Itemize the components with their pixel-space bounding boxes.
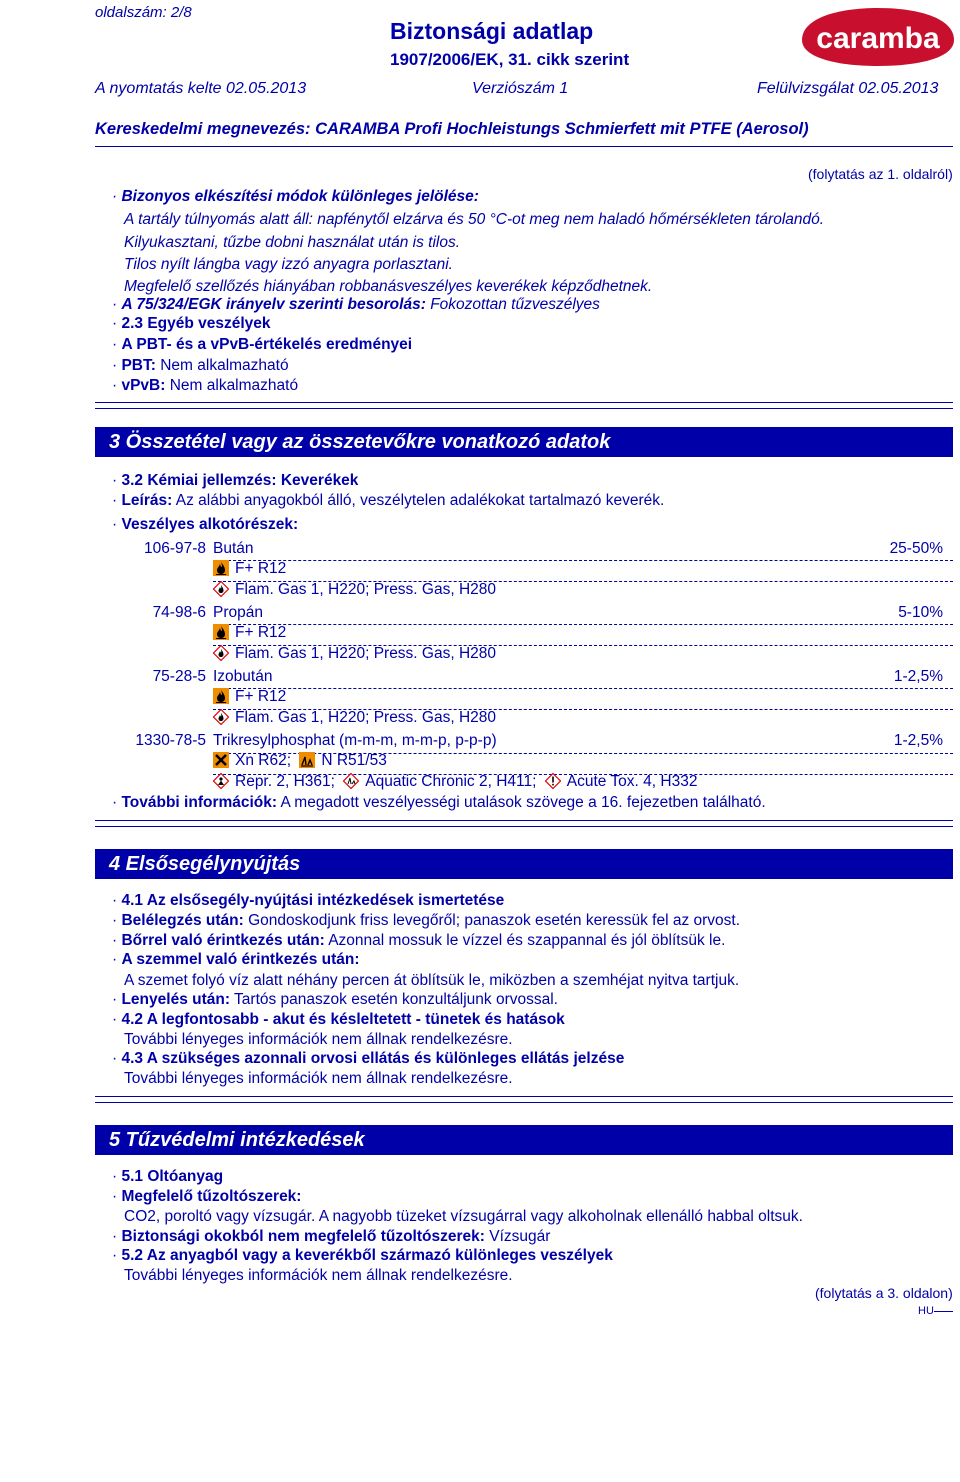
section4-end-rule-2 [95,1102,953,1103]
continued-from: (folytatás az 1. oldalról) [808,166,953,182]
clp-classification-text: Flam. Gas 1, H220; Press. Gas, H280 [235,709,497,726]
further-info-value: A megadott veszélyességi utalások szövege a 16. fejezetben található. [280,794,766,811]
footer-rule [934,1311,953,1312]
section-3-header [95,427,953,457]
component-percentage: 1-2,5% [893,732,943,749]
flammable-ghs-icon [213,645,229,661]
component-name: Propán [213,604,263,621]
component-cas: 106-97-8 [143,540,206,557]
directive-label: · A 75/324/EGK irányelv szerinti besorolás: [112,296,426,313]
acute-classification: Acute Tox. 4, H332 [566,773,698,790]
component-percentage: 25-50% [889,540,943,557]
clp-classification [213,581,496,599]
revision-date: Felülvizsgálat 02.05.2013 [757,80,939,97]
unsuitable-media-value: Vízsugár [489,1228,551,1245]
special-hazards-heading: · 5.2 Az anyagból vagy a keverékből származó különleges veszélyek [112,1247,613,1265]
tcp-classification-dsd [213,752,387,770]
inhalation-value: Gondoskodjunk friss levegőről; panaszok esetén keressük fel az orvost. [248,912,741,929]
n-classification: N R51/53 [321,752,387,769]
vpvb-label: · vPvB: [112,377,165,394]
component-cas: 75-28-5 [152,668,206,685]
pbt-label: · PBT: [112,357,156,374]
pbt-row [112,357,289,375]
further-info-label: · További információk: [112,794,277,811]
component-name: Bután [213,540,254,557]
environment-icon [343,773,359,789]
dsd-classification-text: F+ R12 [235,688,287,705]
xn-classification: Xn R62; [235,752,292,769]
repr-classification: Repr. 2, H361; [235,773,335,790]
hazardous-components-label: · Veszélyes alkotórészek: [112,516,298,534]
marking-line-3: Tilos nyílt lángba vagy izzó anyagra porlasztani. [124,256,453,273]
pbt-value: Nem alkalmazható [160,357,289,374]
suitable-media-label: · Megfelelő tűzoltószerek: [112,1188,301,1206]
description-value: Az alábbi anyagokból álló, veszélytelen adalékokat tartalmazó keverék. [175,492,665,509]
trade-name: Kereskedelmi megnevezés: CARAMBA Profi Hochleistungs Schmierfett mit PTFE (Aerosol) [95,120,809,138]
section-4-header [95,849,953,879]
section4-end-rule [95,1096,953,1097]
chemical-characterization: · 3.2 Kémiai jellemzés: Keverékek [112,472,358,490]
dsd-classification [213,688,286,706]
component-percentage: 1-2,5% [893,668,943,685]
row-divider [213,624,953,625]
description-label: · Leírás: [112,492,172,509]
marking-line-1: A tartály túlnyomás alatt áll: napfénytől elzárva és 50 °C-ot meg nem haladó hőmérsékleten tárolandó. [124,211,825,228]
other-hazards-heading: · 2.3 Egyéb veszélyek [112,315,271,333]
dsd-classification-text: F+ R12 [235,624,287,641]
special-marking-label: · Bizonyos elkészítési módok különleges jelölése: [112,188,479,206]
ingestion-row [112,991,558,1009]
section-5-header [95,1125,953,1155]
flame-icon [213,624,229,640]
unsuitable-media-row [112,1228,550,1246]
section-3-title: 3 Összetétel vagy az összetevőkre vonatkozó adatok [109,431,611,453]
aquatic-classification: Aquatic Chronic 2, H411; [365,773,537,790]
marking-line-2: Kilyukasztani, tűzbe dobni használat után is tilos. [124,234,461,251]
ingestion-value: Tartós panaszok esetén konzultáljunk orvossal. [234,991,558,1008]
flammable-ghs-icon [213,709,229,725]
page-number: oldalszám: 2/8 [95,4,192,21]
regulation-subtitle: 1907/2006/EK, 31. cikk szerint [390,50,630,69]
directive-value: Fokozottan tűzveszélyes [430,296,600,313]
flammable-ghs-icon [213,581,229,597]
inhalation-row [112,912,740,930]
section3-end-rule-2 [95,826,953,827]
pbt-results-heading: · A PBT- és a vPvB-értékelés eredményei [112,336,412,354]
suitable-media-value: CO2, poroltó vagy vízsugár. A nagyobb tüzeket vízsugárral vagy alkoholnak ellenálló habbal oltsuk. [124,1208,803,1225]
inhalation-label: · Belélegzés után: [112,912,244,929]
special-hazards-value: További lényeges információk nem állnak rendelkezésre. [124,1267,513,1284]
component-cas: 74-98-6 [152,604,206,621]
first-aid-measures-heading: · 4.1 Az elsősegély-nyújtási intézkedések ismertetése [112,892,504,910]
header-rule [95,146,953,147]
symptoms-value: További lényeges információk nem állnak rendelkezésre. [124,1031,513,1048]
skin-contact-label: · Bőrrel való érintkezés után: [112,932,325,949]
extinguishing-media-heading: · 5.1 Oltóanyag [112,1168,223,1186]
component-name: Trikresylphosphat (m-m-m, m-m-p, p-p-p) [213,732,497,749]
clp-classification-text: Flam. Gas 1, H220; Press. Gas, H280 [235,645,497,662]
component-cas: 1330-78-5 [135,732,206,749]
language-code: HU [918,1305,934,1317]
unsuitable-media-label: · Biztonsági okokból nem megfelelő tűzoltószerek: [112,1228,485,1245]
description-row [112,492,664,510]
clp-classification [213,645,496,663]
exclamation-icon [545,773,561,789]
section3-end-rule [95,820,953,821]
version-number: Verziószám 1 [472,80,569,97]
row-divider [213,560,953,561]
vpvb-row [112,377,298,395]
further-info-row [112,794,766,812]
medical-attention-heading: · 4.3 A szükséges azonnali orvosi ellátás és különleges ellátás jelzése [112,1050,624,1068]
component-name: Izobután [213,668,273,685]
eye-contact-value: A szemet folyó víz alatt néhány percen át öblítsük le, miközben a szemhéjat nyitva tartjuk. [124,972,740,989]
print-date: A nyomtatás kelte 02.05.2013 [95,80,307,97]
clp-classification-text: Flam. Gas 1, H220; Press. Gas, H280 [235,581,497,598]
skin-contact-value: Azonnal mossuk le vízzel és szappannal és jól öblítsük le. [328,932,726,949]
continued-to: (folytatás a 3. oldalon) [815,1285,953,1301]
environment-n-icon [299,752,315,768]
skin-contact-row [112,932,725,950]
section2-end-rule-2 [95,408,953,409]
marking-line-4: Megfelelő szellőzés hiányában robbanásveszélyes keverékek képződhetnek. [124,278,653,295]
vpvb-value: Nem alkalmazható [169,377,299,394]
svg-text:caramba: caramba [816,22,940,55]
component-percentage: 5-10% [898,604,943,621]
flame-icon [213,688,229,704]
clp-classification [213,709,496,727]
health-hazard-icon [213,773,229,789]
harmful-xn-icon [213,752,229,768]
dsd-classification [213,624,286,642]
section-5-title: 5 Tűzvédelmi intézkedések [109,1129,365,1151]
section2-end-rule [95,402,953,403]
symptoms-heading: · 4.2 A legfontosabb - akut és késleltetett - tünetek és hatások [112,1011,565,1029]
dsd-classification-text: F+ R12 [235,560,287,577]
eye-contact-label: · A szemmel való érintkezés után: [112,951,360,969]
ingestion-label: · Lenyelés után: [112,991,230,1008]
row-divider [213,688,953,689]
medical-attention-value: További lényeges információk nem állnak rendelkezésre. [124,1070,513,1087]
section-4-title: 4 Elsősegélynyújtás [109,853,301,875]
flame-icon [213,560,229,576]
directive-row [112,296,600,314]
dsd-classification [213,560,286,578]
tcp-classification-clp [213,773,697,791]
document-title: Biztonsági adatlap [390,18,594,44]
caramba-logo [798,6,958,68]
